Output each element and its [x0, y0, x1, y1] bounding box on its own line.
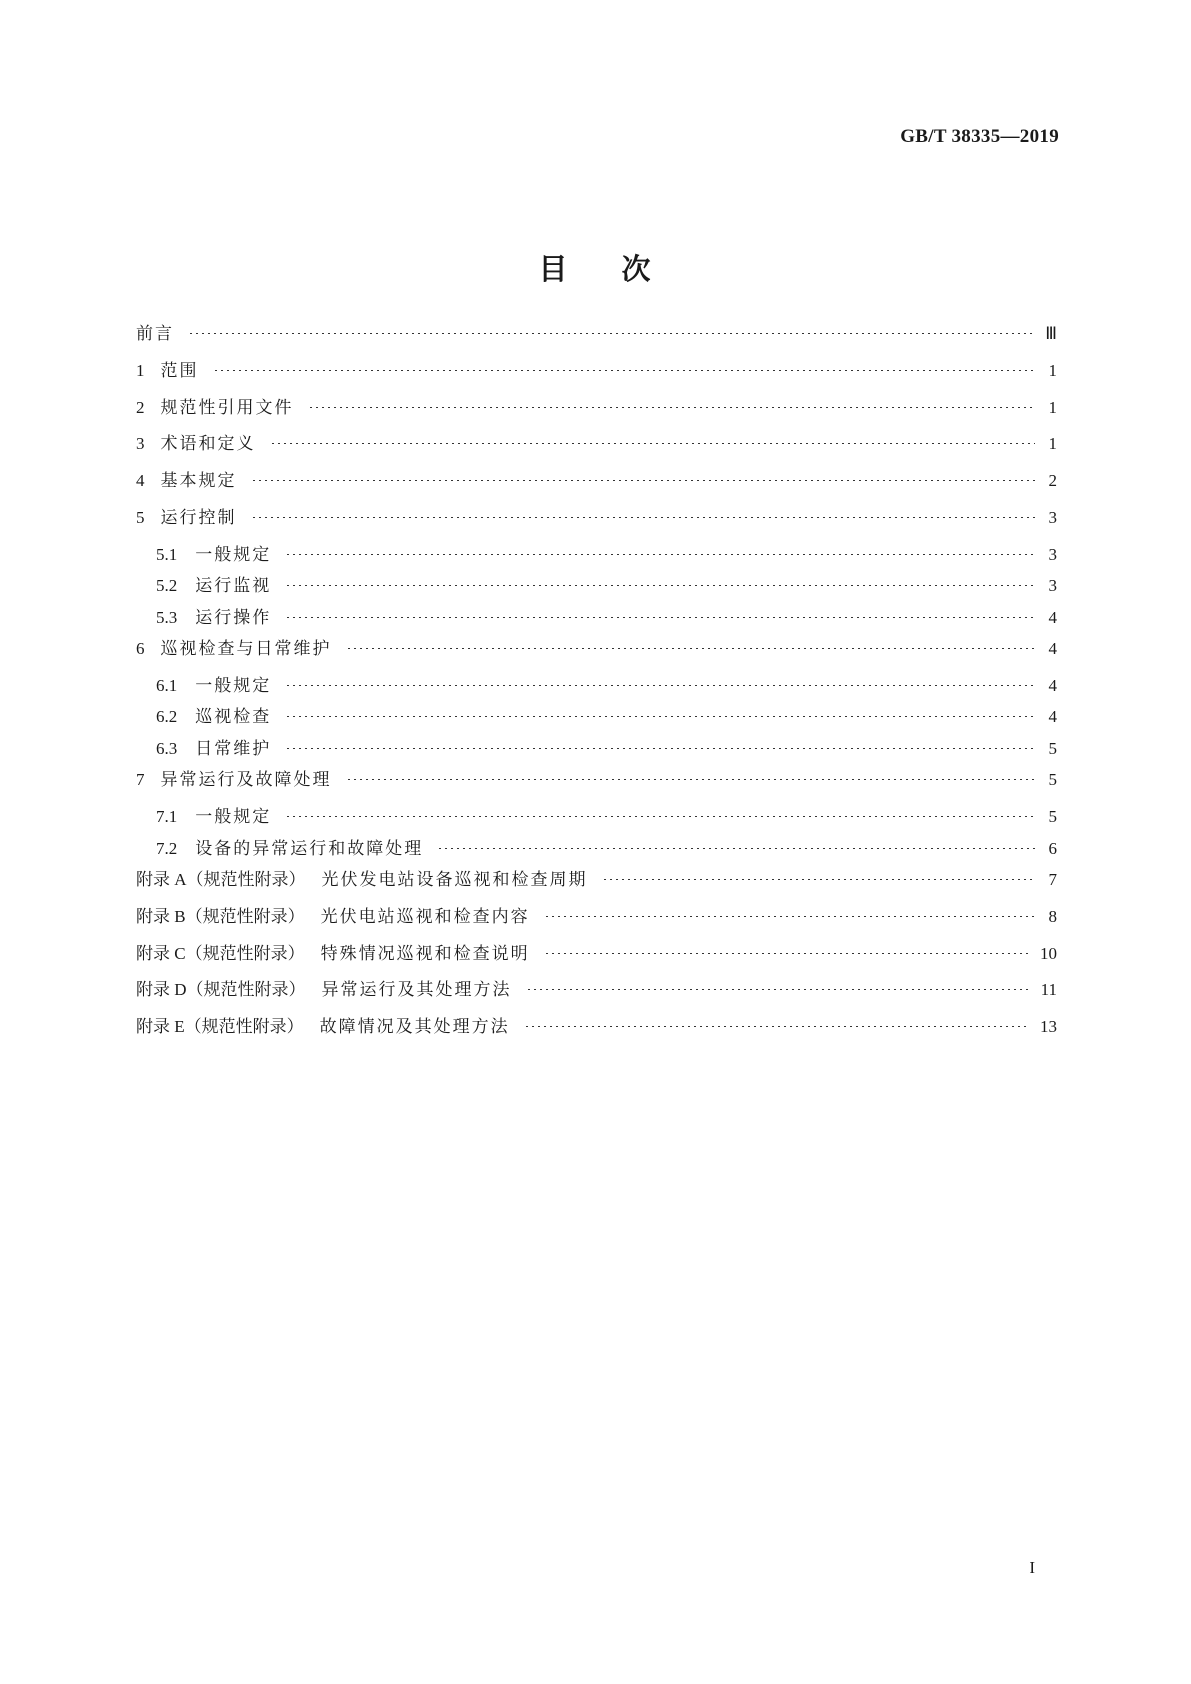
- toc-entry-appendix-a[interactable]: [136, 869, 1057, 906]
- toc-number: 附录 A（规范性附录）: [136, 870, 306, 889]
- toc-label: 前言: [136, 324, 174, 344]
- toc-entry-foreword[interactable]: [136, 323, 1057, 360]
- toc-number: 附录 D（规范性附录）: [136, 980, 306, 1000]
- toc-number: 5.2: [156, 576, 178, 595]
- toc-page: 3: [1048, 576, 1057, 595]
- toc-label: 特殊情况巡视和检查说明: [320, 943, 530, 964]
- toc-entry-6-2[interactable]: [136, 706, 1057, 738]
- dot-leader: [285, 685, 1035, 686]
- toc-entry-5-2[interactable]: [136, 575, 1057, 607]
- toc-number: 7: [136, 770, 145, 790]
- toc-number: 2: [136, 397, 145, 417]
- toc-entry-appendix-c[interactable]: [136, 943, 1057, 980]
- toc-label: 运行操作: [195, 607, 272, 628]
- page-number: I: [1029, 1558, 1035, 1577]
- toc-page: 4: [1048, 707, 1057, 727]
- toc-page: 11: [1040, 980, 1057, 1000]
- dot-leader: [544, 953, 1030, 954]
- toc-page: 1: [1048, 397, 1057, 417]
- toc-number: 附录 B（规范性附录）: [136, 906, 305, 926]
- toc-label: 一般规定: [195, 675, 272, 696]
- dot-leader: [524, 1026, 1030, 1027]
- toc-page: 8: [1048, 906, 1057, 926]
- toc-entry-appendix-d[interactable]: [136, 979, 1057, 1016]
- dot-leader: [285, 716, 1035, 717]
- toc-number: 6.2: [156, 707, 178, 727]
- toc-entry-4[interactable]: [136, 470, 1057, 507]
- toc-label: 运行控制: [160, 507, 237, 528]
- toc-page: 1: [1048, 360, 1057, 380]
- dot-leader: [544, 916, 1035, 917]
- toc-entry-5-1[interactable]: [136, 544, 1057, 576]
- toc-page: 4: [1048, 607, 1057, 627]
- dot-leader: [308, 407, 1036, 408]
- toc-entry-5[interactable]: [136, 507, 1057, 544]
- toc-entry-6[interactable]: [136, 638, 1057, 675]
- toc-label: 巡视检查: [195, 707, 272, 728]
- standard-code: GB/T 38335—2019: [900, 126, 1059, 147]
- toc-entry-3[interactable]: [136, 433, 1057, 470]
- toc-label: 光伏发电站设备巡视和检查周期: [321, 870, 588, 890]
- toc-number: 7.1: [156, 807, 178, 826]
- toc-label: 范围: [160, 360, 199, 381]
- toc-page: 7: [1048, 870, 1057, 889]
- dot-leader: [285, 816, 1035, 817]
- toc-entry-5-3[interactable]: [136, 607, 1057, 639]
- dot-leader: [285, 617, 1035, 618]
- toc-page: 10: [1040, 943, 1057, 963]
- toc-page: 4: [1048, 675, 1057, 695]
- dot-leader: [270, 443, 1036, 444]
- table-of-contents: [136, 323, 1057, 1053]
- toc-page: 3: [1048, 507, 1057, 527]
- toc-entry-7-2[interactable]: [136, 838, 1057, 870]
- toc-number: 附录 E（规范性附录）: [136, 1017, 304, 1036]
- dot-leader: [346, 648, 1036, 649]
- dot-leader: [188, 333, 1035, 334]
- dot-leader: [526, 989, 1031, 990]
- toc-label: 故障情况及其处理方法: [319, 1017, 510, 1037]
- toc-entry-7[interactable]: [136, 769, 1057, 806]
- toc-page: 5: [1048, 807, 1057, 826]
- toc-label: 异常运行及其处理方法: [321, 980, 512, 1001]
- toc-entry-6-1[interactable]: [136, 675, 1057, 707]
- toc-page: 3: [1048, 544, 1057, 564]
- dot-leader: [285, 585, 1035, 586]
- toc-number: 5: [136, 507, 145, 527]
- toc-page: 1: [1048, 434, 1057, 454]
- dot-leader: [437, 848, 1035, 849]
- dot-leader: [346, 779, 1036, 780]
- toc-number: 1: [136, 360, 145, 380]
- toc-page: 5: [1048, 770, 1057, 790]
- toc-number: 附录 C（规范性附录）: [136, 943, 305, 963]
- toc-label: 术语和定义: [160, 434, 256, 455]
- toc-entry-appendix-e[interactable]: [136, 1016, 1057, 1053]
- toc-page: 5: [1048, 738, 1057, 758]
- dot-leader: [285, 748, 1035, 749]
- dot-leader: [602, 879, 1035, 880]
- toc-page: 2: [1048, 471, 1057, 490]
- title-char-1: 目: [538, 252, 570, 287]
- title-char-2: 次: [621, 252, 653, 287]
- dot-leader: [285, 554, 1035, 555]
- toc-page: Ⅲ: [1045, 324, 1057, 343]
- dot-leader: [251, 480, 1036, 481]
- page-title: [0, 247, 1191, 288]
- toc-label: 一般规定: [195, 807, 272, 827]
- toc-label: 光伏电站巡视和检查内容: [320, 906, 530, 927]
- toc-label: 基本规定: [160, 471, 237, 491]
- toc-entry-7-1[interactable]: [136, 806, 1057, 838]
- dot-leader: [251, 517, 1036, 518]
- toc-label: 巡视检查与日常维护: [160, 639, 332, 659]
- toc-label: 一般规定: [195, 544, 272, 565]
- toc-entry-appendix-b[interactable]: [136, 906, 1057, 943]
- toc-label: 异常运行及故障处理: [160, 770, 332, 791]
- toc-entry-1[interactable]: [136, 360, 1057, 397]
- toc-entry-2[interactable]: [136, 397, 1057, 434]
- toc-page: 13: [1040, 1017, 1057, 1036]
- toc-label: 日常维护: [195, 738, 272, 759]
- toc-number: 7.2: [156, 838, 178, 858]
- toc-label: 规范性引用文件: [160, 397, 294, 418]
- toc-number: 5.1: [156, 544, 178, 564]
- toc-entry-6-3[interactable]: [136, 738, 1057, 770]
- toc-number: 5.3: [156, 607, 178, 627]
- toc-number: 6.1: [156, 675, 178, 695]
- dot-leader: [213, 370, 1036, 371]
- toc-number: 6.3: [156, 738, 178, 758]
- toc-page: 6: [1048, 838, 1057, 858]
- toc-label: 运行监视: [195, 576, 272, 596]
- toc-label: 设备的异常运行和故障处理: [195, 838, 424, 859]
- toc-number: 3: [136, 434, 145, 454]
- toc-number: 4: [136, 471, 145, 490]
- toc-page: 4: [1048, 639, 1057, 658]
- toc-number: 6: [136, 639, 145, 658]
